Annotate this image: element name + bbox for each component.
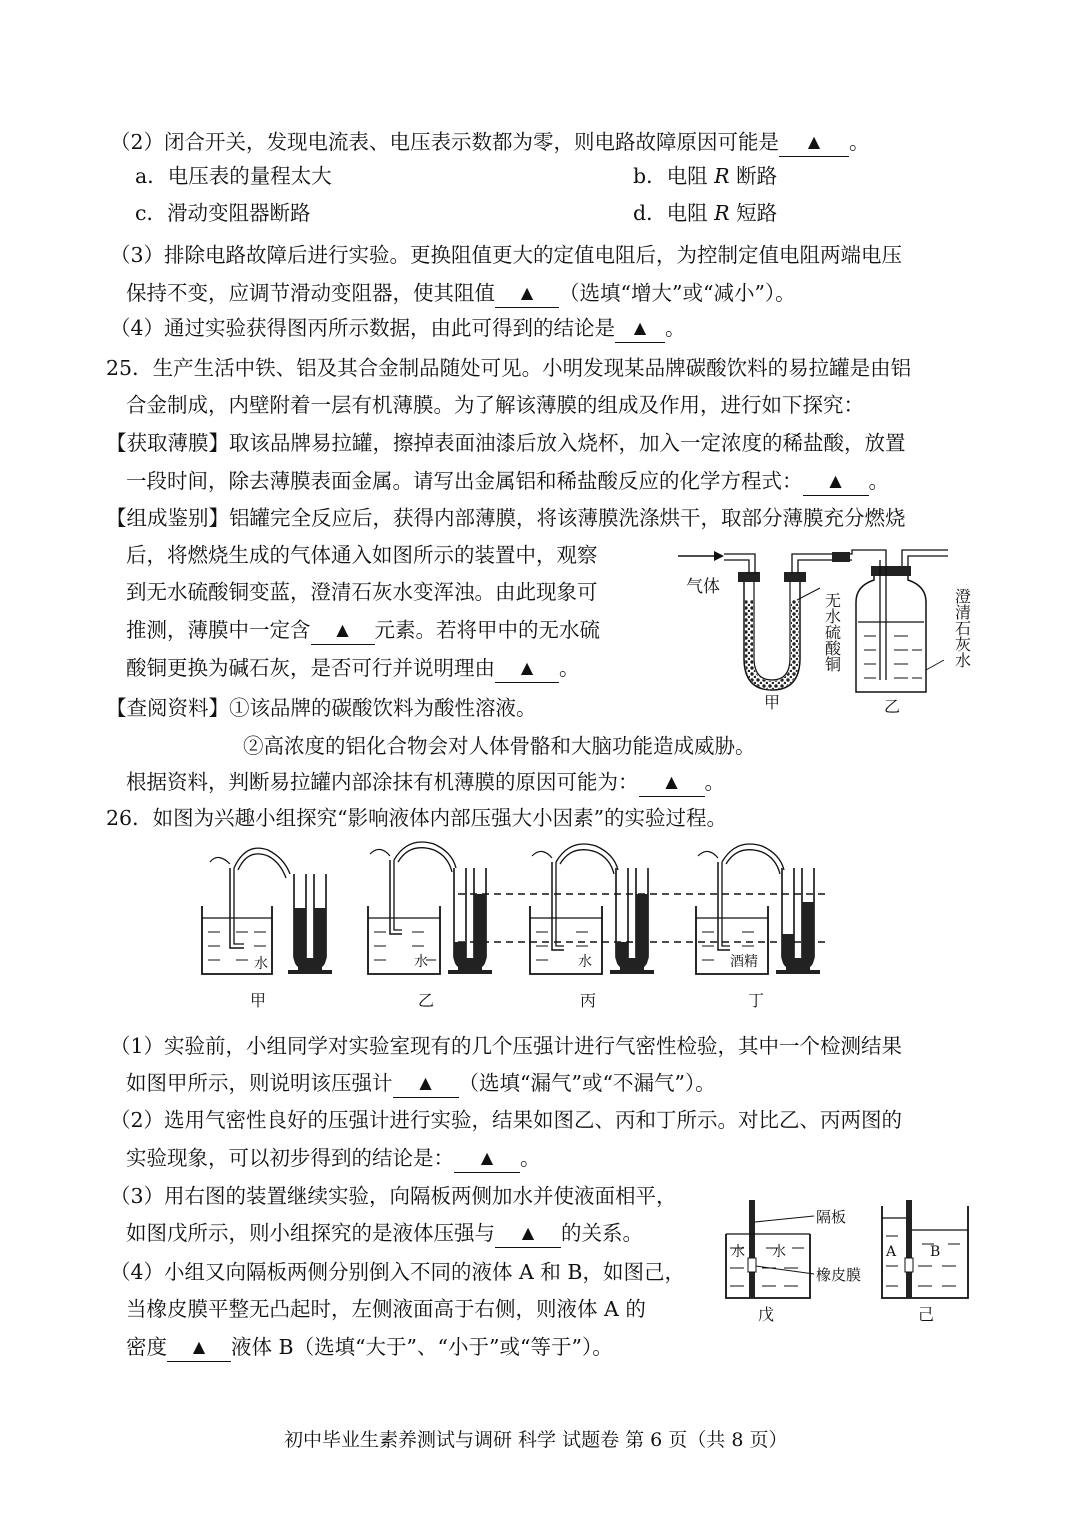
apparatus-yi — [368, 842, 492, 974]
fig-label-jia: 甲 — [764, 693, 781, 712]
fig-label-ding: 丁 — [748, 991, 765, 1010]
limewater-label: 澄清石灰水 — [952, 588, 972, 668]
container-ji — [882, 1200, 968, 1324]
q24-part3-line1: （3）排除电路故障后进行实验。更换阻值更大的定值电阻后，为控制定值电阻两端电压 — [110, 243, 903, 267]
liquid-b-label: B — [930, 1244, 941, 1260]
rubber-connector — [832, 552, 850, 562]
answer-blank[interactable]: ▲ — [393, 1071, 459, 1098]
q25-get-film-line2: 一段时间，除去薄膜表面金属。请写出金属铝和稀盐酸反应的化学方程式： ▲ 。 — [126, 467, 889, 496]
wash-bottle — [856, 550, 948, 692]
q25-identify-line5: 酸铜更换为碱石灰，是否可行并说明理由 ▲ 。 — [126, 654, 580, 683]
liquid-label-ding: 酒精 — [730, 954, 758, 970]
membrane-label: 橡皮膜 — [816, 1266, 862, 1284]
q25-identify-line2: 后，将燃烧生成的气体通入如图所示的装置中，观察 — [126, 543, 598, 567]
liquid-label-yi: 水 — [414, 954, 428, 970]
q26-part2-line2: 实验现象，可以初步得到的结论是： ▲ 。 — [126, 1144, 541, 1173]
rubber-membrane-ji — [905, 1258, 913, 1272]
q26-part1-line2: 如图甲所示，则说明该压强计 ▲ （选填“漏气”或“不漏气”）。 — [126, 1069, 716, 1098]
q26-part4-line1: （4）小组又向隔板两侧分别倒入不同的液体 A 和 B，如图己， — [110, 1260, 685, 1284]
q26-part4-line3: 密度 ▲ 液体 B（选填“大于”、“小于”或“等于”）。 — [126, 1333, 613, 1362]
apparatus-jia — [202, 848, 332, 974]
option-c: c．滑动变阻器断路 — [135, 201, 311, 225]
hand-icon — [532, 851, 552, 858]
q26-part3-line2: 如图戊所示，则小组探究的是液体压强与 ▲ 的关系。 — [126, 1219, 643, 1248]
answer-blank[interactable]: ▲ — [779, 130, 849, 157]
answer-blank[interactable]: ▲ — [454, 1146, 520, 1173]
water-label-left: 水 — [731, 1244, 745, 1260]
q25-intro-line2: 合金制成，内壁附着一层有机薄膜。为了解该薄膜的组成及作用，进行如下探究： — [126, 393, 864, 417]
answer-blank[interactable]: ▲ — [311, 618, 375, 645]
hand-icon — [210, 857, 230, 864]
q24-part3-line2: 保持不变，应调节滑动变阻器，使其阻值 ▲ （选填“增大”或“减小”）。 — [126, 279, 796, 308]
fig-label-wu: 戊 — [758, 1305, 775, 1324]
liquid-label-bing: 水 — [578, 954, 592, 970]
apparatus-bing — [530, 844, 654, 974]
fig-label-jia: 甲 — [250, 991, 267, 1010]
liquid-label-jia: 水 — [254, 956, 268, 972]
q25-identify-line3: 到无水硫酸铜变蓝，澄清石灰水变浑浊。由此现象可 — [126, 580, 598, 604]
q24-part4: （4）通过实验获得图丙所示数据，由此可得到的结论是 ▲ 。 — [110, 314, 686, 343]
hand-icon — [370, 849, 390, 856]
container-wu — [726, 1200, 861, 1324]
q26-pressure-figure — [190, 838, 850, 1018]
gas-label: 气体 — [686, 577, 720, 597]
answer-blank[interactable]: ▲ — [639, 770, 705, 797]
fig-label-bing: 丙 — [580, 991, 597, 1010]
rubber-membrane-wu — [748, 1258, 756, 1272]
stopper-right — [784, 572, 806, 582]
q25-get-film-line1: 【获取薄膜】取该品牌易拉罐，擦掉表面油漆后放入烧杯，加入一定浓度的稀盐酸，放置 — [106, 431, 906, 455]
answer-blank[interactable]: ▲ — [495, 656, 559, 683]
answer-blank[interactable]: ▲ — [495, 1221, 561, 1248]
option-b: b．电阻 R 断路 — [633, 164, 778, 188]
partition-wu — [749, 1200, 755, 1298]
q26-part3-line1: （3）用右图的装置继续实验，向隔板两侧加水并使液面相平， — [110, 1184, 677, 1208]
water-label-right: 水 — [772, 1244, 786, 1260]
page-footer: 初中毕业生素养测试与调研 科学 试题卷 第 6 页（共 8 页） — [284, 1429, 788, 1451]
q25-reference-2: ②高浓度的铝化合物会对人体骨骼和大脑功能造成威胁。 — [243, 734, 756, 758]
q25-apparatus-figure — [672, 540, 982, 720]
answer-blank[interactable]: ▲ — [495, 281, 559, 308]
fig-label-ji: 己 — [918, 1305, 935, 1324]
q26-partition-figure — [718, 1196, 978, 1330]
option-a: a．电压表的量程太大 — [135, 164, 332, 188]
fig-label-yi: 乙 — [418, 991, 435, 1010]
q24-part2: （2）闭合开关，发现电流表、电压表示数都为零，则电路故障原因可能是 ▲ 。 — [110, 128, 870, 157]
answer-blank[interactable]: ▲ — [803, 469, 869, 496]
fig-label-yi: 乙 — [884, 697, 901, 716]
q25-identify-line1: 【组成鉴别】铝罐完全反应后，获得内部薄膜，将该薄膜洗涤烘干，取部分薄膜充分燃烧 — [106, 506, 906, 530]
option-d: d．电阻 R 短路 — [633, 201, 778, 225]
liquid-a-label: A — [886, 1244, 897, 1260]
partition-label: 隔板 — [816, 1208, 847, 1226]
hand-icon — [698, 851, 718, 858]
q26-part2-line1: （2）选用气密性良好的压强计进行实验，结果如图乙、丙和丁所示。对比乙、丙两图的 — [110, 1108, 903, 1132]
q26-part4-line2: 当橡皮膜平整无凸起时，左侧液面高于右侧，则液体 A 的 — [126, 1297, 646, 1321]
gas-arrow-icon — [678, 551, 724, 561]
q26-part1-line1: （1）实验前，小组同学对实验室现有的几个压强计进行气密性检验，其中一个检测结果 — [110, 1034, 903, 1058]
q26-intro: 26．如图为兴趣小组探究“影响液体内部压强大小因素”的实验过程。 — [106, 806, 728, 830]
q25-reference-3: 根据资料，判断易拉罐内部涂抹有机薄膜的原因可能为： ▲ 。 — [126, 768, 725, 797]
q25-intro-line1: 25．生产生活中铁、铝及其合金制品随处可见。小明发现某品牌碳酸饮料的易拉罐是由铝 — [106, 356, 912, 380]
anhydrous-copper-sulfate-label: 无水硫酸铜 — [822, 592, 842, 672]
answer-blank[interactable]: ▲ — [167, 1335, 231, 1362]
q25-reference-1: 【查阅资料】①该品牌的碳酸饮料为酸性溶液。 — [106, 696, 537, 720]
partition-ji — [906, 1200, 912, 1298]
q25-identify-line4: 推测，薄膜中一定含 ▲ 元素。若将甲中的无水硫 — [126, 616, 600, 645]
u-tube — [738, 572, 806, 690]
apparatus-ding — [696, 844, 820, 974]
answer-blank[interactable]: ▲ — [615, 316, 665, 343]
anhydrous-copper-sulfate — [745, 600, 799, 689]
